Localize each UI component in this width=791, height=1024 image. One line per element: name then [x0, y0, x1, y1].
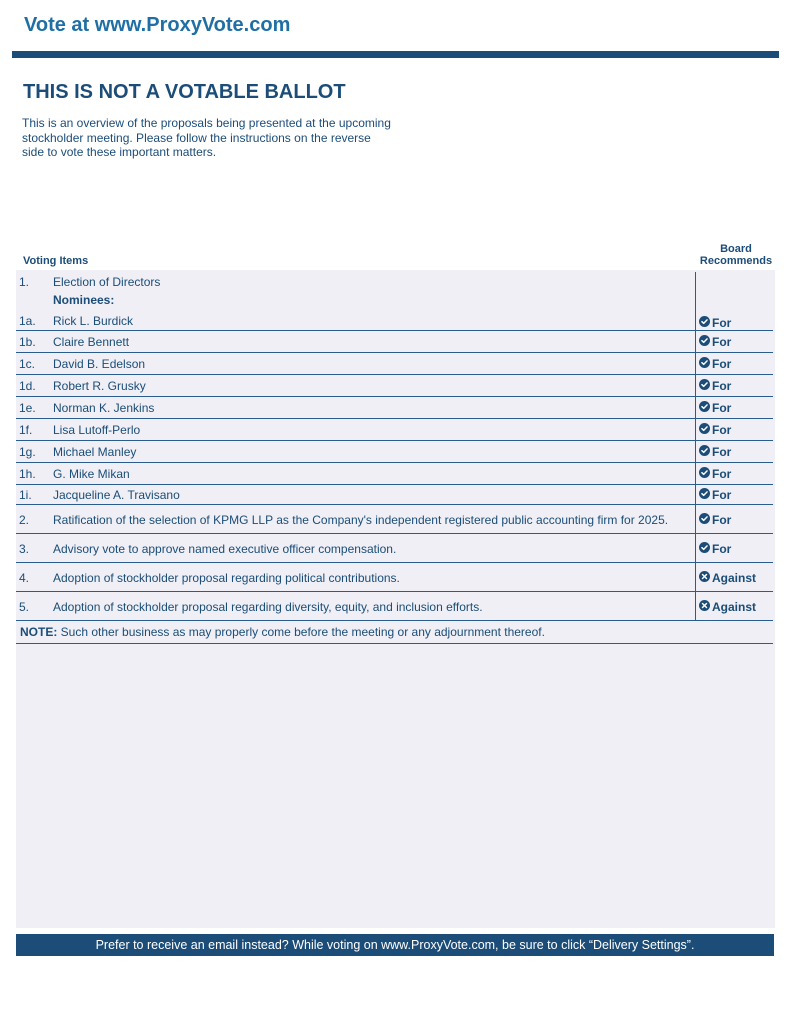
recommendation: [699, 513, 731, 527]
recommendation-cell: [695, 441, 732, 462]
recommendation-label: For: [712, 542, 732, 556]
item-number: 1b.: [19, 335, 36, 349]
recommendation-cell: [695, 505, 732, 533]
item-text: Adoption of stockholder proposal regarding diversity, equity, and inclusion efforts.: [53, 600, 483, 614]
nominee-row: [16, 441, 773, 463]
item-number: 1d.: [19, 379, 36, 393]
item-text: Advisory vote to approve named executive officer compensation.: [53, 542, 397, 556]
proposal-row: [16, 534, 773, 563]
item-text: Rick L. Burdick: [53, 314, 134, 328]
recommendation-cell: [695, 331, 732, 352]
proposal-row: [16, 505, 773, 534]
recommendation-label: For: [712, 379, 732, 393]
item-text: Jacqueline A. Travisano: [53, 488, 180, 502]
check-circle-icon: [699, 379, 712, 393]
ballot-intro: This is an overview of the proposals being presented at the upcoming stockholder meeting. Please follow the instructions on the reverse side to vote these important matters.: [22, 116, 391, 159]
voting-items-header: Voting Items: [23, 255, 89, 267]
check-circle-icon: [699, 488, 712, 502]
check-circle-icon: [699, 513, 712, 527]
recommendation-cell: [695, 563, 757, 591]
nominee-row: [16, 353, 773, 375]
check-circle-icon: [699, 445, 712, 459]
item-text: Adoption of stockholder proposal regarding political contributions.: [53, 571, 400, 585]
recommendation-cell: [695, 397, 732, 418]
item-number: 1c.: [19, 357, 36, 371]
x-circle-icon: [699, 571, 712, 585]
item-number: 4.: [19, 571, 30, 585]
check-circle-icon: [699, 542, 712, 556]
recommendation-label: For: [712, 445, 732, 459]
election-row: [16, 272, 773, 312]
nominee-row: [16, 463, 773, 485]
recommendation-label: For: [712, 467, 732, 481]
item-text: Robert R. Grusky: [53, 379, 146, 393]
item-number: 1h.: [19, 467, 36, 481]
recommendation-cell: [695, 312, 732, 330]
ballot-title: THIS IS NOT A VOTABLE BALLOT: [23, 81, 346, 103]
board-recommends-header: Board Recommends: [699, 243, 773, 267]
check-circle-icon: [699, 401, 712, 415]
recommendation-label: Against: [712, 571, 757, 585]
recommendation: [699, 423, 731, 437]
recommendation: [699, 445, 731, 459]
note-text: Such other business as may properly come before the meeting or any adjournment thereof.: [57, 625, 545, 639]
header-rule: [12, 51, 779, 58]
recommendation: [699, 357, 731, 371]
note-row: [16, 621, 773, 644]
note-label: NOTE:: [20, 625, 58, 639]
recommendation: [699, 488, 731, 502]
proposal-row: [16, 592, 773, 621]
item-text: Ratification of the selection of KPMG LLP as the Company's independent registered public accounting firm for 2025.: [53, 513, 669, 527]
nominee-row: [16, 375, 773, 397]
nominee-row: [16, 312, 773, 331]
recommendation-label: Against: [712, 600, 757, 614]
recommendation-label: For: [712, 357, 732, 371]
header-title: Vote at www.ProxyVote.com: [24, 14, 291, 36]
item-number: 3.: [19, 542, 30, 556]
check-circle-icon: [699, 335, 712, 349]
item-number: 1f.: [19, 423, 33, 437]
recommendation-label: For: [712, 401, 732, 415]
recommendation: [699, 316, 731, 330]
item-text: Claire Bennett: [53, 335, 130, 349]
item-number: 2.: [19, 513, 30, 527]
recommendation: [699, 600, 756, 614]
check-circle-icon: [699, 467, 712, 481]
recommendation-cell: [695, 534, 732, 562]
nominee-row: [16, 397, 773, 419]
footer-banner: Prefer to receive an email instead? While voting on www.ProxyVote.com, be sure to click “Delivery Settings”.: [16, 934, 774, 956]
recommendation-cell: [695, 592, 757, 620]
recommendation-cell: [695, 272, 696, 312]
item-number: 1e.: [19, 401, 36, 415]
recommendation: [699, 571, 756, 585]
nominee-row: [16, 419, 773, 441]
recommendation-cell: [695, 375, 732, 396]
item-text: Norman K. Jenkins: [53, 401, 155, 415]
nominee-row: [16, 331, 773, 353]
check-circle-icon: [699, 316, 712, 330]
item-number: 5.: [19, 600, 30, 614]
recommendation-label: For: [712, 513, 732, 527]
item-number: 1i.: [19, 488, 32, 502]
item-text: Michael Manley: [53, 445, 137, 459]
item-text: G. Mike Mikan: [53, 467, 130, 481]
recommendation: [699, 542, 731, 556]
recommendation-cell: [695, 419, 732, 440]
item-text: Election of Directors: [53, 275, 161, 289]
recommendation-cell: [695, 463, 732, 484]
recommendation: [699, 335, 731, 349]
item-text: David B. Edelson: [53, 357, 146, 371]
recommendation: [699, 401, 731, 415]
recommendation-label: For: [712, 335, 732, 349]
recommendation-label: For: [712, 488, 732, 502]
nominees-label: Nominees:: [53, 293, 115, 307]
recommendation: [699, 467, 731, 481]
recommendation-label: For: [712, 316, 732, 330]
check-circle-icon: [699, 423, 712, 437]
x-circle-icon: [699, 600, 712, 614]
recommendation: [699, 379, 731, 393]
check-circle-icon: [699, 357, 712, 371]
recommendation-cell: [695, 353, 732, 374]
recommendation-label: For: [712, 423, 732, 437]
item-number: 1g.: [19, 445, 36, 459]
item-number: 1a.: [19, 314, 36, 328]
item-number: 1.: [19, 275, 30, 289]
nominee-row: [16, 485, 773, 505]
item-text: Lisa Lutoff-Perlo: [53, 423, 141, 437]
proposal-row: [16, 563, 773, 592]
recommendation-cell: [695, 485, 732, 504]
